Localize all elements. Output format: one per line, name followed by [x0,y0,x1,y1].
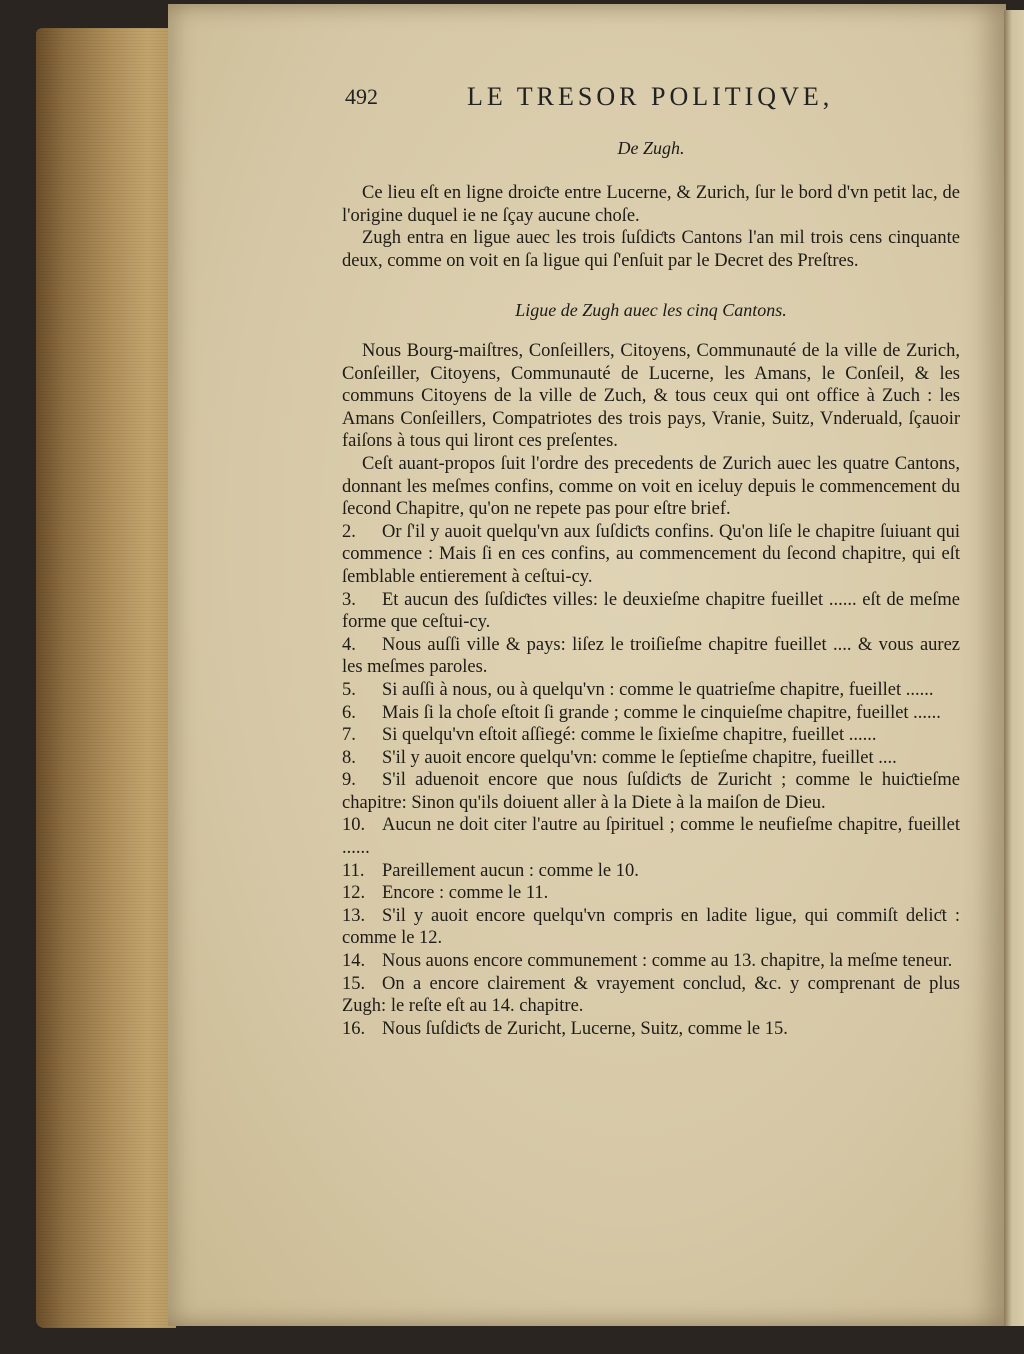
article-number: 7. [342,725,356,746]
article-text: Si quelqu'vn eſtoit aſſiegé: comme le ſixieſme chapitre, fueillet ...... [382,725,877,746]
article-number: 9. [342,770,356,791]
article-item [342,747,960,770]
article-text: Si auſſi à nous, ou à quelqu'vn : comme le quatrieſme chapitre, fueillet ...... [382,679,934,700]
intro-paragraph: Ce lieu eſt en ligne droiƈte entre Lucerne, & Zurich, ſur le bord d'vn petit lac, de l'origine duquel ie ne ſçay aucune choſe. [342,183,960,226]
body-paragraph: Ceſt auant-propos ſuit l'ordre des precedents de Zurich auec les quatre Cantons, donnant les meſmes confins, comme on voit en iceluy depuis le commencement du ſecond Chapitre, qu'on ne repete pas pour eſtre brief. [342,453,960,520]
article-item [342,973,960,1018]
book-title: LE TRESOR POLITIQVE, [467,82,834,111]
article-number: 16. [342,1018,366,1039]
article-text: Aucun ne doit citer l'autre au ſpirituel ; comme le neufieſme chapitre, fueillet ...... [342,815,960,859]
article-item [342,905,960,950]
article-number: 12. [342,883,366,904]
article-text: On a encore clairement & vrayement conclud, &c. y comprenant de plus Zugh: le reſte eſt au 14. chapitre. [342,973,960,1017]
article-number: 8. [342,747,356,768]
article-text: Or ſ'il y auoit quelqu'vn aux ſuſdiƈts confins. Qu'on liſe le chapitre ſuiuant qui commence : Mais ſi en ces confins, au commencement du ſecond chapitre, qui eſt ſemblable entierement à ceſtui-cy. [342,521,960,587]
article-number: 3. [342,589,356,610]
article-number: 2. [342,521,356,542]
book-page-edges [36,28,176,1328]
intro-paragraph: Zugh entra en ligue auec les trois ſuſdiƈts Cantons l'an mil trois cens cinquante deux, comme on voit en ſa ligue qui ſ'enſuit par le Decret des Preſtres. [342,228,960,271]
article-item [342,679,960,702]
section-heading: De Zugh. [617,138,685,158]
article-number: 15. [342,973,366,994]
article-item [342,860,960,883]
article-text: Nous auons encore communement : comme au 13. chapitre, la meſme teneur. [382,951,953,972]
article-item [342,589,960,634]
treaty-text [342,340,960,1040]
article-text: Et aucun des ſuſdiƈtes villes: le deuxieſme chapitre fueillet ...... eſt de meſme forme que ceſtui-cy. [342,589,960,633]
article-item [342,950,960,973]
article-item [342,702,960,725]
article-text: S'il aduenoit encore que nous ſuſdiƈts de Zuricht ; comme le huiƈtieſme chapitre: Sinon qu'ils doiuent aller à la Diete à la maiſon de Dieu. [342,770,960,813]
article-item [342,1018,960,1041]
article-text: Encore : comme le 11. [382,883,549,904]
page-number: 492 [345,84,378,109]
article-item [342,724,960,747]
facing-page-edge [1004,10,1024,1326]
intro-text [342,182,960,272]
body-paragraph: Nous Bourg-maiſtres, Conſeillers, Citoyens, Communauté de la ville de Zurich, Conſeiller, Citoyens, Communauté de Lucerne, les Amans, le Conſeil, & les communs Citoyens de la ville de Zuch, & tous ceux qui ont office à Zuch : les Amans Conſeillers, Compatriotes des trois pays, Vranie, Suitz, Vnderuald, ſçauoir faiſons à tous qui liront ces preſentes. [342,341,960,452]
article-number: 14. [342,951,366,972]
running-header [345,82,945,118]
article-number: 13. [342,905,366,926]
article-item [342,634,960,679]
article-number: 4. [342,634,356,655]
article-text: Nous ſuſdiƈts de Zuricht, Lucerne, Suitz, comme le 15. [382,1018,788,1039]
article-item [342,814,960,859]
article-text: S'il y auoit encore quelqu'vn: comme le ſeptieſme chapitre, fueillet .... [382,747,897,768]
article-item [342,521,960,589]
article-text: S'il y auoit encore quelqu'vn compris en ladite ligue, qui commiſt deliƈt : comme le 12. [342,905,960,949]
article-item [342,769,960,814]
article-number: 10. [342,815,366,836]
article-number: 11. [342,860,365,881]
ligue-heading: Ligue de Zugh auec les cinq Cantons. [515,300,787,320]
article-text: Pareillement aucun : comme le 10. [382,860,639,881]
article-number: 6. [342,702,356,723]
article-item [342,882,960,905]
article-text: Nous auſſi ville & pays: liſez le troiſieſme chapitre fueillet .... & vous aurez les meſmes paroles. [342,634,960,678]
article-text: Mais ſi la choſe eſtoit ſi grande ; comme le cinquieſme chapitre, fueillet ...... [382,702,941,723]
article-number: 5. [342,679,356,700]
